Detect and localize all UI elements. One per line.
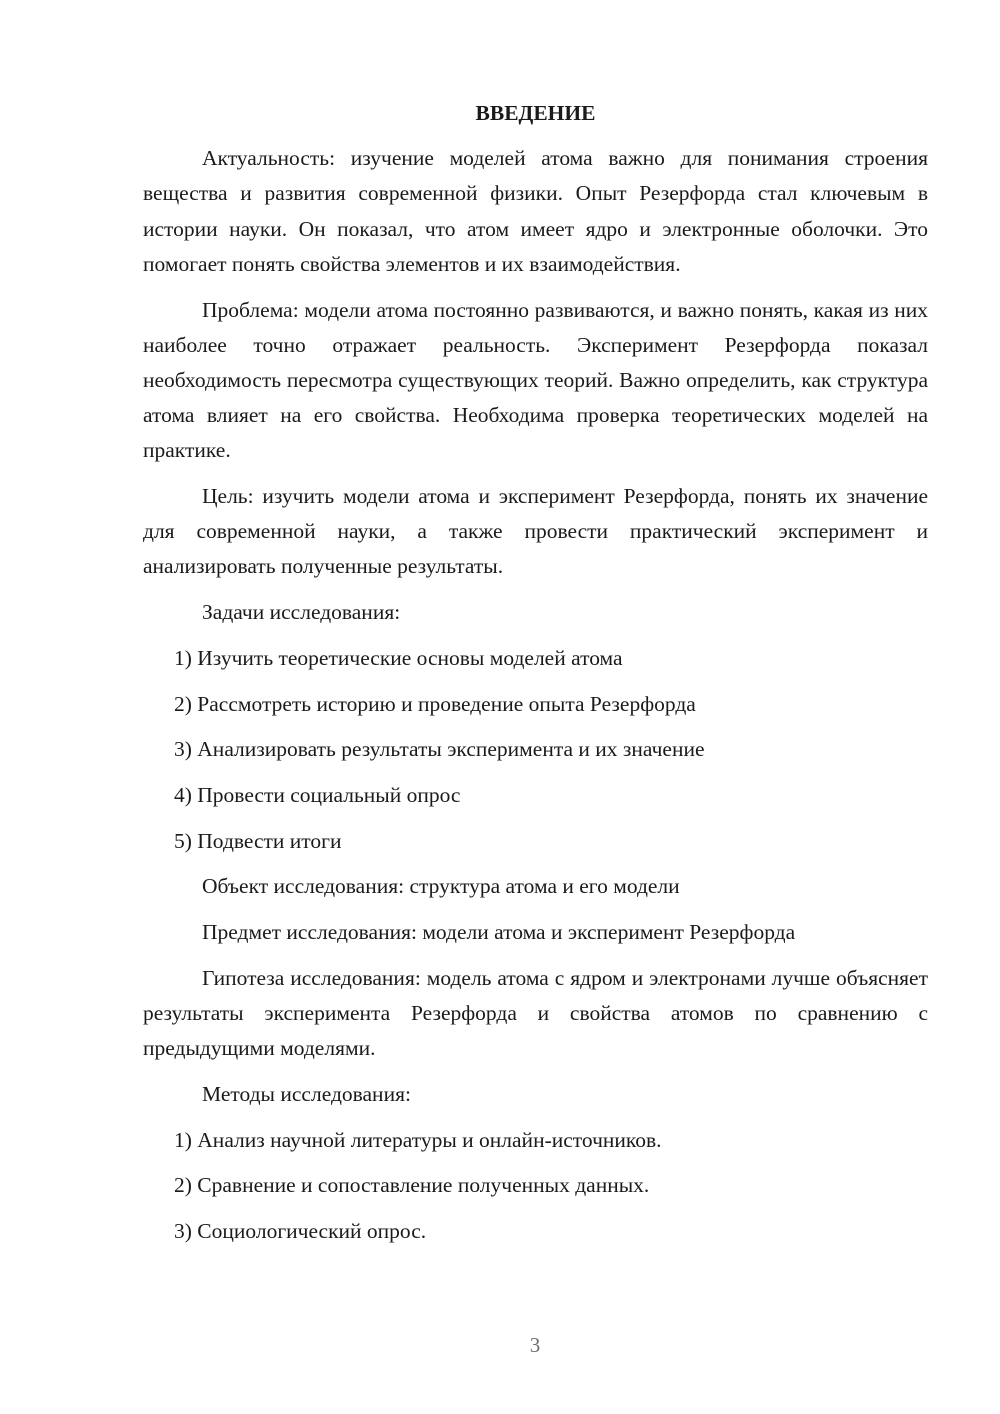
list-item: 1) Анализ научной литературы и онлайн-источников. xyxy=(174,1127,662,1152)
section-title: ВВЕДЕНИЕ xyxy=(475,101,596,125)
tasks-heading: Задачи исследования: xyxy=(202,600,401,625)
list-item: 5) Подвести итоги xyxy=(174,828,342,853)
page-content xyxy=(143,96,928,1260)
list-item: 3) Социологический опрос. xyxy=(174,1218,427,1243)
list-item: 2) Рассмотреть историю и проведение опыта Резерфорда xyxy=(174,691,696,716)
list-item: 2) Сравнение и сопоставление полученных данных. xyxy=(174,1173,650,1198)
tasks-list xyxy=(143,641,928,859)
list-item: 4) Провести социальный опрос xyxy=(174,782,461,807)
problem-paragraph: Проблема: модели атома постоянно развиваются, и важно понять, какая из них наиболее точно отражает реальность. Эксперимент Резерфорда показал необходимость пересмотра существующих теорий. Важно определить, как структура атома влияет на его свойства. Необходима проверка теоретических моделей на практике. xyxy=(143,297,928,463)
subject-paragraph: Предмет исследования: модели атома и эксперимент Резерфорда xyxy=(202,920,796,945)
hypothesis-paragraph: Гипотеза исследования: модель атома с ядром и электронами лучше объясняет результаты эксперимента Резерфорда и свойства атомов по сравнению с предыдущими моделями. xyxy=(143,965,928,1061)
list-item: 1) Изучить теоретические основы моделей атома xyxy=(174,645,623,670)
object-paragraph: Объект исследования: структура атома и его модели xyxy=(202,874,680,899)
methods-heading: Методы исследования: xyxy=(202,1081,411,1106)
methods-list xyxy=(143,1123,928,1250)
list-item: 3) Анализировать результаты эксперимента и их значение xyxy=(174,737,705,762)
page-number: 3 xyxy=(529,1333,541,1357)
relevance-paragraph: Актуальность: изучение моделей атома важно для понимания строения вещества и развития современной физики. Опыт Резерфорда стал ключевым в истории науки. Он показал, что атом имеет ядро и электронные оболочки. Это помогает понять свойства элементов и их взаимодействия. xyxy=(143,146,928,276)
goal-paragraph: Цель: изучить модели атома и эксперимент Резерфорда, понять их значение для современной науки, а также провести практический эксперимент и анализировать полученные результаты. xyxy=(143,484,928,579)
